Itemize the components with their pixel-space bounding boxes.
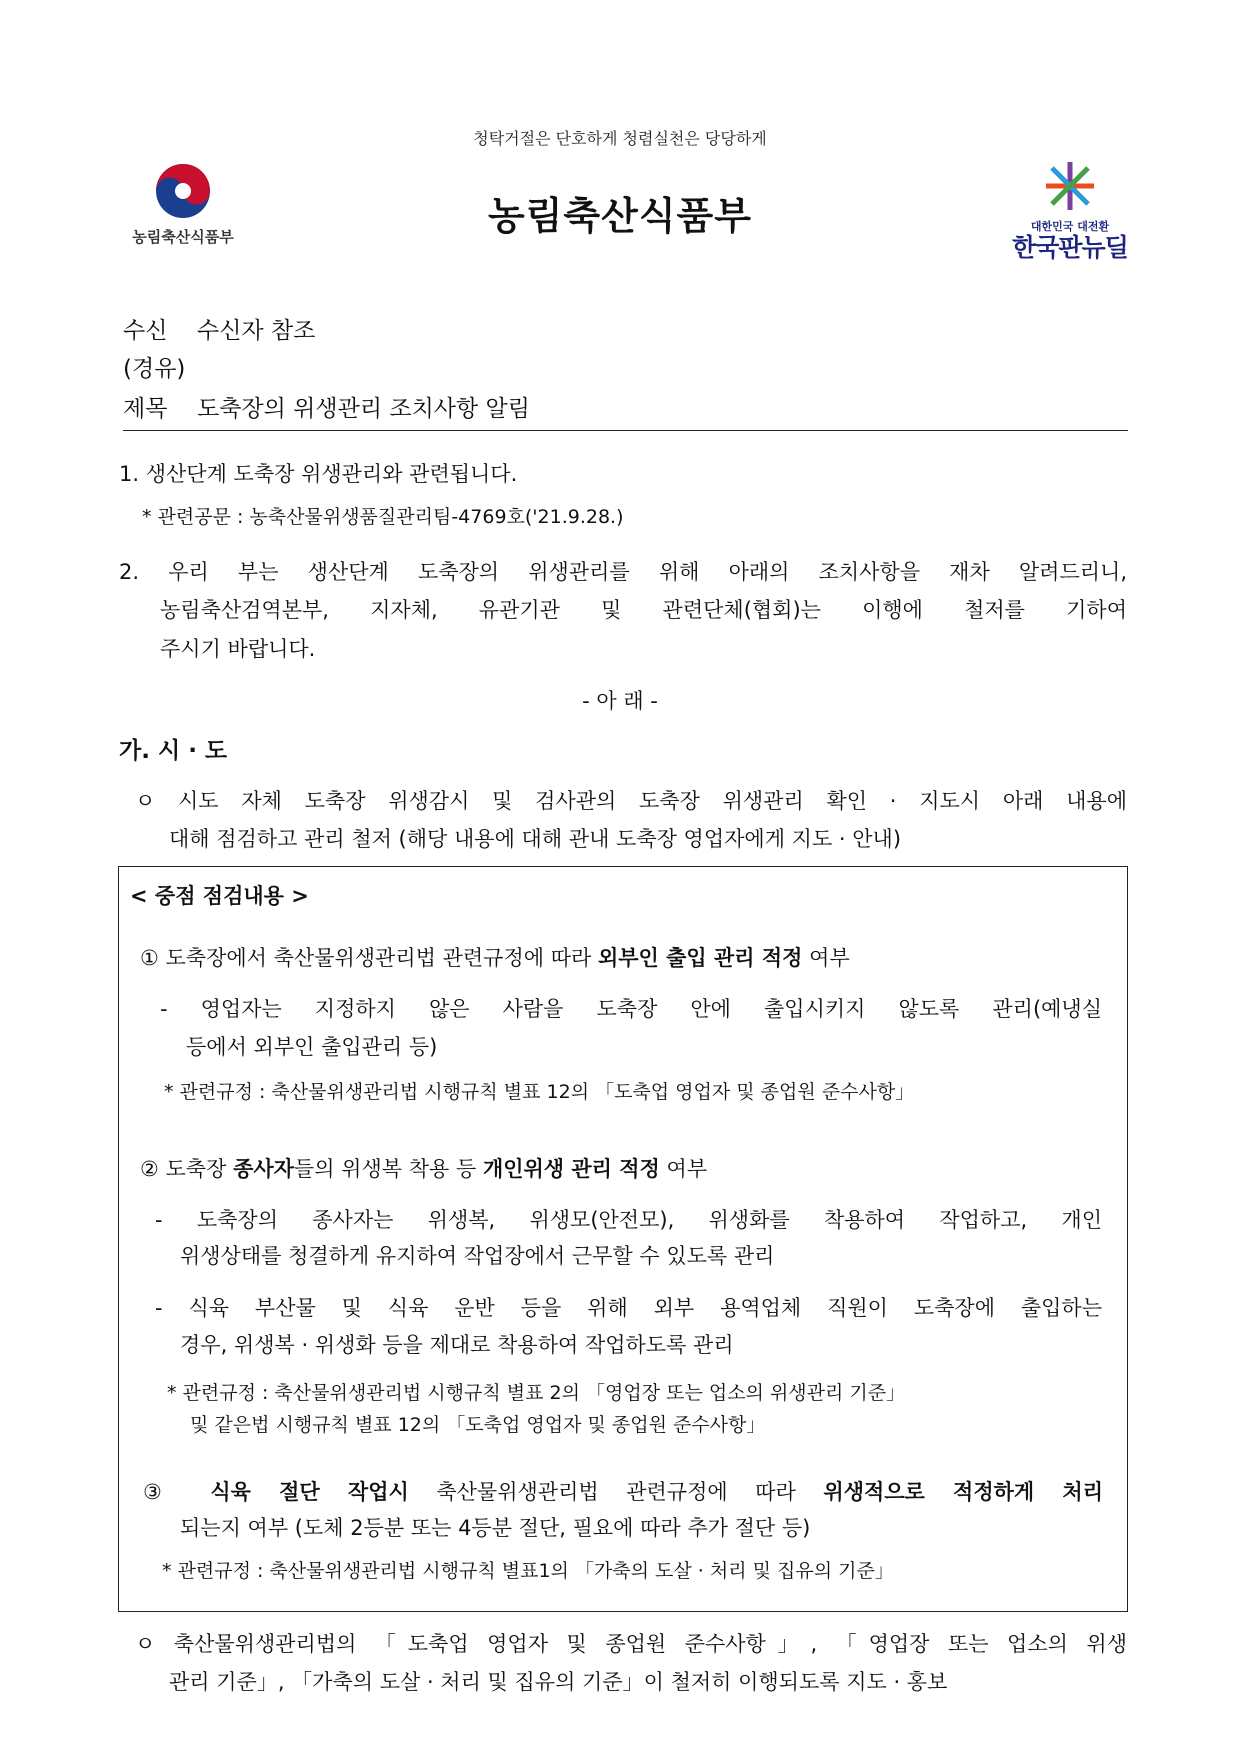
recipient-row	[123, 312, 315, 345]
bullet-2-line-2: 관리 기준」, 「가축의 도살 · 처리 및 집유의 기준」이 철저히 이행되도록 지도 · 홍보	[169, 1670, 948, 1694]
new-deal-star-icon	[1040, 160, 1100, 212]
paragraph-2-line-2: 농림축산검역본부, 지자체, 유관기관 및 관련단체(협회)는 이행에 철저를 기하여	[160, 598, 1127, 622]
item-2-emphasis-1: 종사자	[233, 1157, 294, 1181]
item-3-line-2: 되는지 여부 (도체 2등분 또는 4등분 절단, 필요에 따라 추가 절단 등)	[180, 1516, 811, 1540]
paragraph-2-line-3: 주시기 바랍니다.	[160, 637, 316, 661]
item-2-note-line-2: 및 같은법 시행규칙 별표 12의 「도축업 영업자 및 종업원 준수사항」	[190, 1414, 766, 1436]
logo-right-small: 대한민국 대전환	[1030, 220, 1110, 233]
new-deal-logo	[1005, 160, 1135, 262]
recipient-value: 수신자 참조	[197, 318, 316, 344]
subject-label: 제목	[123, 396, 168, 422]
item-2-dash-1-line-1: - 도축장의 종사자는 위생복, 위생모(안전모), 위생화를 착용하여 작업하고, 개인	[155, 1208, 1102, 1232]
bullet-1-line-1: ㅇ 시도 자체 도축장 위생감시 및 검사관의 도축장 위생관리 확인 · 지도시 아래 내용에	[135, 789, 1127, 813]
item-2-note-line-1: * 관련규정 : 축산물위생관리법 시행규칙 별표 2의 「영업장 또는 업소의 위생관리 기준」	[167, 1382, 906, 1404]
logo-right-big: 한국판뉴딜	[1012, 233, 1128, 262]
item-1-note: * 관련규정 : 축산물위생관리법 시행규칙 별표 12의 「도축업 영업자 및 종업원 준수사항」	[164, 1081, 915, 1103]
checklist-item-3	[143, 1476, 1103, 1506]
paragraph-1-note: * 관련공문 : 농축산물위생품질관리팀-4769호('21.9.28.)	[142, 506, 624, 528]
item-2-suffix: 여부	[666, 1157, 708, 1181]
header-divider	[123, 430, 1128, 431]
item-1-number: ①	[140, 946, 159, 970]
item-1-suffix: 여부	[809, 946, 850, 970]
via-row: (경유)	[123, 356, 186, 382]
logo-left-caption: 농림축산식품부	[132, 228, 234, 246]
subject-row	[123, 390, 530, 423]
item-1-text: 도축장에서 축산물위생관리법 관련규정에 따라	[165, 946, 592, 970]
item-1-dash-line-1: - 영업자는 지정하지 않은 사람을 도축장 안에 출입시키지 않도록 관리(예냉실	[160, 997, 1102, 1021]
item-3-number: ③	[143, 1480, 183, 1504]
bullet-2-line-1: ㅇ 축산물위생관리법의 「도축업 영업자 및 종업원 준수사항」, 「영업장 또는 업소의 위생	[135, 1632, 1127, 1656]
item-1-emphasis: 외부인 출입 관리 적정	[597, 946, 803, 970]
paragraph-1: 1. 생산단계 도축장 위생관리와 관련됩니다.	[119, 462, 518, 486]
item-1-dash-line-2: 등에서 외부인 출입관리 등)	[186, 1035, 438, 1059]
item-2-dash-2-line-2: 경우, 위생복 · 위생화 등을 제대로 착용하여 작업하도록 관리	[180, 1333, 734, 1357]
item-2-emphasis-2: 개인위생 관리 적정	[482, 1157, 660, 1181]
below-marker: - 아 래 -	[582, 689, 658, 713]
section-ga-heading: 가. 시 · 도	[119, 738, 228, 764]
checklist-item-1	[140, 942, 850, 972]
item-3-text-1: 축산물위생관리법 관련규정에 따라	[436, 1480, 796, 1504]
item-2-text-1: 도축장	[165, 1157, 227, 1181]
item-2-text-2: 들의 위생복 착용 등	[293, 1157, 477, 1181]
checklist-item-2	[140, 1153, 707, 1183]
checklist-title: < 중점 점검내용 >	[130, 884, 309, 908]
paragraph-2-line-1: 2. 우리 부는 생산단계 도축장의 위생관리를 위해 아래의 조치사항을 재차 알려드리니,	[119, 560, 1127, 584]
org-title: 농림축산식품부	[488, 194, 752, 238]
item-3-emphasis-2: 위생적으로 적정하게 처리	[823, 1480, 1103, 1504]
subject-value: 도축장의 위생관리 조치사항 알림	[197, 396, 530, 422]
item-2-dash-2-line-1: - 식육 부산물 및 식육 운반 등을 위해 외부 용역업체 직원이 도축장에 출입하는	[155, 1296, 1102, 1320]
item-3-note: * 관련규정 : 축산물위생관리법 시행규칙 별표1의 「가축의 도살 · 처리 및 집유의 기준」	[162, 1560, 894, 1582]
motto: 청탁거절은 단호하게 청렴실천은 당당하게	[473, 129, 767, 148]
recipient-label: 수신	[123, 318, 168, 344]
item-2-number: ②	[140, 1157, 159, 1181]
item-2-dash-1-line-2: 위생상태를 청결하게 유지하여 작업장에서 근무할 수 있도록 관리	[180, 1244, 775, 1268]
bullet-1-line-2: 대해 점검하고 관리 철저 (해당 내용에 대해 관내 도축장 영업자에게 지도 · 안내)	[169, 827, 902, 851]
item-3-emphasis-1: 식육 절단 작업시	[210, 1480, 409, 1504]
